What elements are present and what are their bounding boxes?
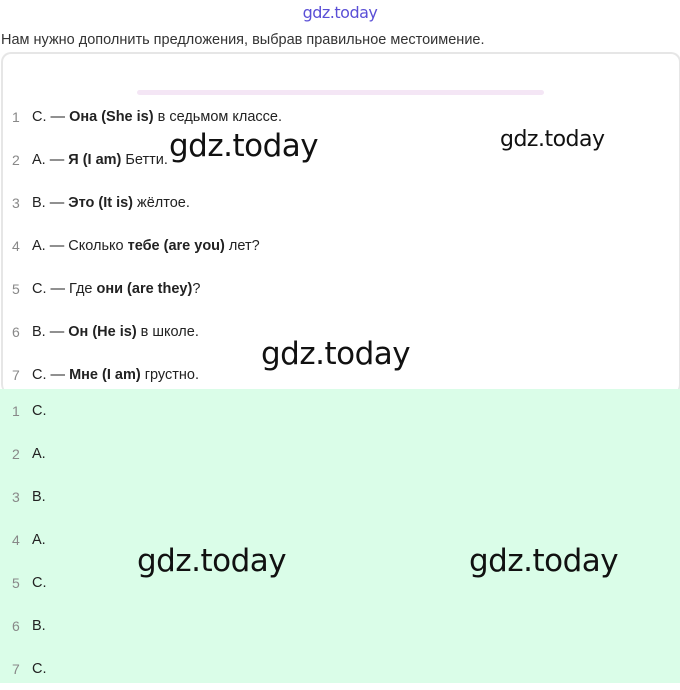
- task-pronoun: они (are they): [96, 280, 193, 297]
- task-number: 6: [12, 323, 20, 340]
- task-prefix: C. — Где: [32, 280, 97, 297]
- task-prefix: C. —: [32, 108, 70, 125]
- answer-number: 5: [12, 574, 20, 591]
- answer-number: 4: [12, 531, 20, 548]
- task-suffix: лет?: [224, 237, 260, 254]
- task-suffix: Бетти.: [121, 151, 168, 168]
- task-pronoun: Я (I am): [68, 151, 122, 168]
- watermark: gdz.today: [169, 128, 319, 164]
- answer-number: 3: [12, 488, 20, 505]
- answer-letter: B.: [32, 488, 46, 505]
- task-suffix: грустно.: [140, 366, 199, 383]
- answer-letter: B.: [32, 617, 46, 634]
- task-suffix: в школе.: [136, 323, 199, 340]
- answer-number: 1: [12, 402, 20, 419]
- task-number: 1: [12, 108, 20, 125]
- answer-row: [0, 432, 680, 475]
- site-logo[interactable]: gdz.today: [302, 3, 378, 22]
- task-number: 2: [12, 151, 20, 168]
- task-row: [0, 181, 680, 224]
- task-pronoun: Это (It is): [68, 194, 134, 211]
- answer-row: [0, 647, 680, 690]
- task-suffix: ?: [192, 280, 201, 297]
- answer-letter: A.: [32, 445, 46, 462]
- task-prefix: B. —: [32, 323, 69, 340]
- answer-number: 2: [12, 445, 20, 462]
- task-number: 4: [12, 237, 20, 254]
- answer-row: [0, 475, 680, 518]
- watermark: gdz.today: [500, 127, 605, 152]
- answer-list: [0, 389, 680, 683]
- task-row: [0, 224, 680, 267]
- task-number: 5: [12, 280, 20, 297]
- task-pronoun: Мне (I am): [69, 366, 141, 383]
- task-instruction: Нам нужно дополнить предложения, выбрав правильное местоимение.: [1, 32, 485, 48]
- task-pronoun: Она (She is): [69, 108, 154, 125]
- task-prefix: B. —: [32, 194, 69, 211]
- task-prefix: C. —: [32, 366, 70, 383]
- task-pronoun: тебе (are you): [127, 237, 225, 254]
- answer-number: 7: [12, 660, 20, 677]
- answer-number: 6: [12, 617, 20, 634]
- answer-letter: C.: [32, 402, 47, 419]
- answer-row: [0, 604, 680, 647]
- watermark: gdz.today: [469, 543, 619, 579]
- answer-row: [0, 389, 680, 432]
- task-row: [0, 267, 680, 310]
- task-suffix: жёлтое.: [133, 194, 190, 211]
- task-suffix: в седьмом классе.: [153, 108, 283, 125]
- watermark: gdz.today: [261, 336, 411, 372]
- task-pronoun: Он (He is): [68, 323, 137, 340]
- answer-letter: C.: [32, 574, 47, 591]
- task-prefix: A. —: [32, 151, 69, 168]
- task-number: 7: [12, 366, 20, 383]
- watermark: gdz.today: [137, 543, 287, 579]
- task-prefix: A. — Сколько: [32, 237, 128, 254]
- answer-letter: A.: [32, 531, 46, 548]
- task-number: 3: [12, 194, 20, 211]
- answer-letter: C.: [32, 660, 47, 677]
